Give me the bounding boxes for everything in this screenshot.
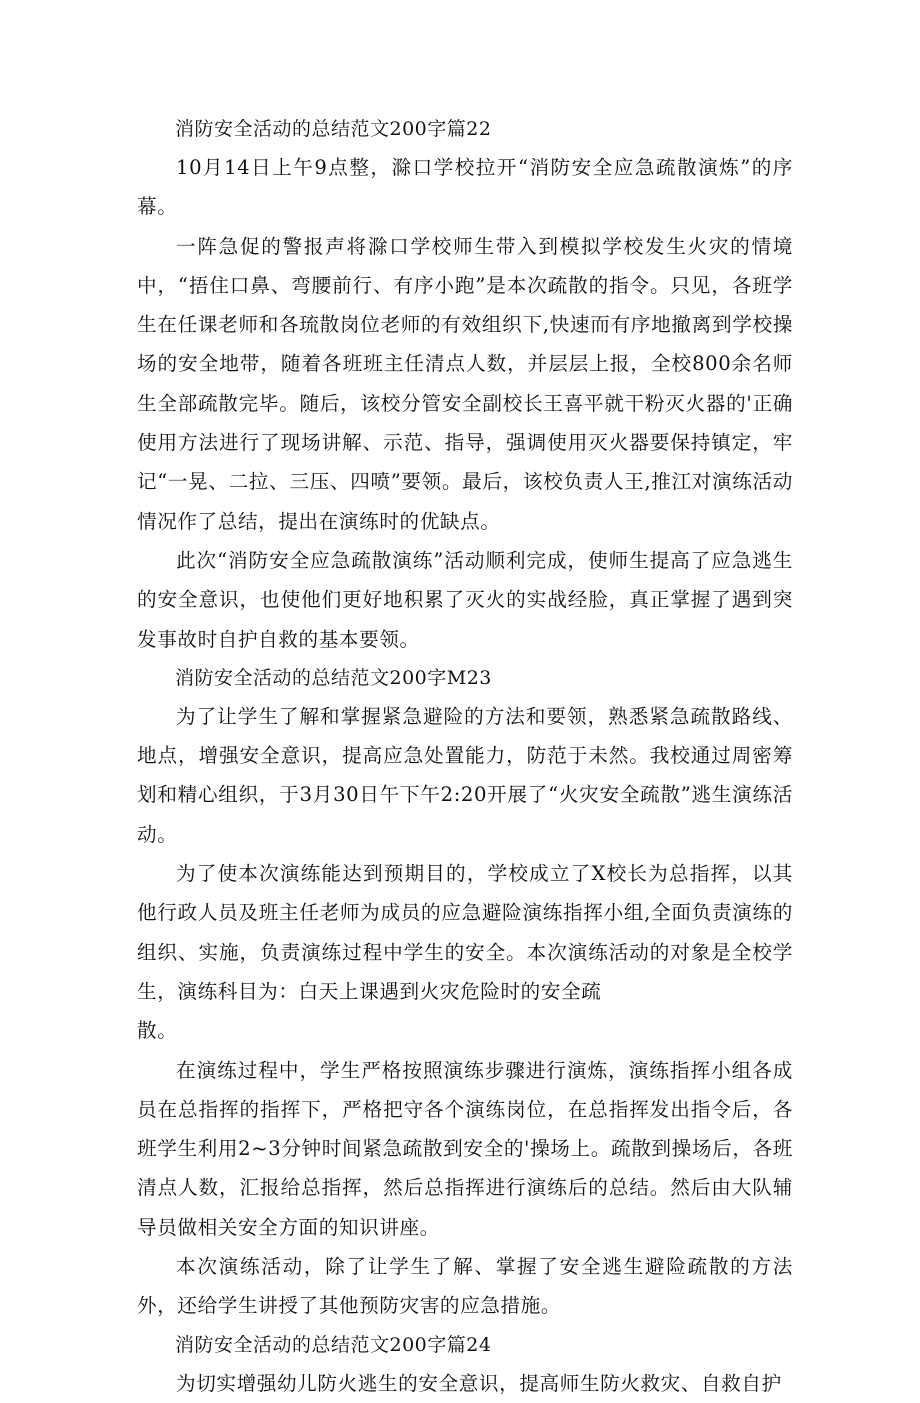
section-heading: 消防安全活动的总结范文200字M23 — [175, 666, 492, 689]
paragraph: 此次“消防安全应急疏散演练”活动顺利完成，使师生提高了应急逃生的安全意识，也使他们更好地积累了灭火的实战经脸，真正掌握了遇到突发事故时自护自救的基本要领。 — [137, 548, 793, 651]
paragraph: 在演练过程中，学生严格按照演练步骤进行演炼，演练指挥小组各成员在总指挥的指挥下，严格把守各个演练岗位，在总指挥发出指令后，各班学生利用2~3分钟时间紧急疏散到安全的'操场上。疏散到操场后，各班清点人数，汇报给总指挥，然后总指挥进行演练后的总结。然后由大队辅导员做相关安全方面的知识讲座。 — [137, 1058, 793, 1239]
paragraph: 为切实增强幼儿防火逃生的安全意识，提高师生防火救灾、自救自护 — [176, 1371, 782, 1395]
paragraph: 为了让学生了解和掌握紧急避险的方法和要领，熟悉紧急疏散路线、地点，增强安全意识，提高应急处置能力，防范于未然。我校通过周密筹划和精心组织，于3月30日午下午2:20开展了“火灾安全疏散”逃生演练活动。 — [137, 704, 793, 846]
section-heading: 消防安全活动的总结范文200字篇24 — [175, 1333, 492, 1356]
section-heading: 消防安全活动的总结范文200字篇22 — [175, 118, 492, 140]
paragraph: 10月14日上午9点整，滁口学校拉开“消防安全应急疏散演炼”的序幕。 — [137, 156, 793, 219]
paragraph: 一阵急促的警报声将滁口学校师生带入到模拟学校发生火灾的情境中，“捂住口鼻、弯腰前行、有序小跑”是本次疏散的指令。只见，各班学生在任课老师和各琉散岗位老师的有效组织下,快速而有序地撤离到学校操场的安全地带，随着各班班主任清点人数，并层层上报，全校800余名师生全部疏散完毕。随后，该校分管安全副校长王喜平就干粉灭火器的'正确使用方法进行了现场讲解、示范、指导，强调使用灭火器要保持镇定，牢记“一晃、二拉、三压、四喷”要领。最后，该校负责人王,推江对演练活动情况作了总结，提出在演练时的优缺点。 — [137, 234, 793, 533]
paragraph: 散。 — [137, 1019, 178, 1043]
paragraph: 本次演练活动，除了让学生了解、掌握了安全逃生避险疏散的方法外，还给学生讲授了其他预防灾害的应急措施。 — [137, 1255, 793, 1318]
document-body — [137, 110, 793, 1403]
paragraph: 为了使本次演练能达到预期目的，学校成立了X校长为总指挥，以其他行政人员及班主任老师为成员的应急避险演练指挥小组,全面负责演练的组织、实施，负责演练过程中学生的安全。本次演练活动的对象是全校学生，演练科目为：白天上课遇到火灾危险时的安全疏 — [137, 862, 793, 1003]
